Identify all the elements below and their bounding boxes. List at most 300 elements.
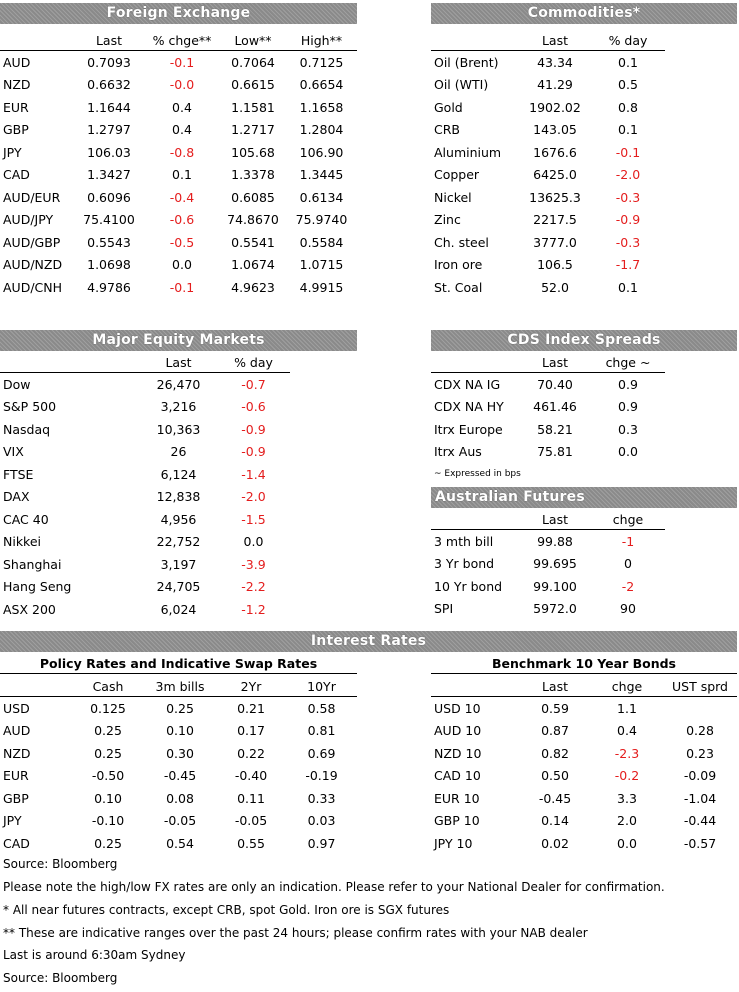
column-header: High** bbox=[286, 30, 357, 51]
row-label: CRB bbox=[434, 122, 460, 138]
table-row bbox=[431, 276, 665, 299]
table-cell: 0.5543 bbox=[87, 234, 131, 250]
column-header: 2Yr bbox=[216, 676, 286, 697]
table-cell: 0.4 bbox=[172, 99, 192, 115]
table-cell: 0.0 bbox=[617, 835, 637, 851]
row-label: AUD 10 bbox=[434, 723, 482, 739]
column-header bbox=[431, 676, 519, 697]
table-cell: 1.1 bbox=[617, 700, 637, 716]
bonds-subtitle: Benchmark 10 Year Bonds bbox=[492, 656, 676, 671]
table-cell: 3,216 bbox=[160, 399, 197, 415]
table-cell: 0.82 bbox=[541, 745, 569, 761]
table-row bbox=[0, 787, 357, 810]
table-cell: 0.0 bbox=[243, 534, 264, 550]
table-cell: 13625.3 bbox=[529, 189, 581, 205]
row-label: Gold bbox=[434, 99, 463, 115]
table-cell: -0.6 bbox=[169, 212, 195, 228]
table-cell: 105.68 bbox=[231, 144, 275, 160]
table-cell: -2 bbox=[621, 578, 635, 594]
fx-title-band: Foreign Exchange bbox=[0, 3, 357, 24]
table-row bbox=[0, 810, 357, 833]
table-cell: 0.28 bbox=[686, 723, 714, 739]
table-cell: 2.0 bbox=[617, 813, 637, 829]
column-header: chge ~ bbox=[591, 352, 665, 373]
table-row bbox=[431, 209, 665, 232]
table-row bbox=[0, 276, 357, 299]
row-label: AUD bbox=[3, 54, 31, 70]
table-cell: 0.1 bbox=[172, 167, 192, 183]
table-row bbox=[0, 508, 290, 531]
table-row bbox=[0, 186, 357, 209]
table-cell: 99.695 bbox=[533, 556, 577, 572]
table-cell: 1.3378 bbox=[231, 167, 275, 183]
table-row bbox=[0, 254, 357, 277]
table-row bbox=[431, 51, 665, 74]
table-cell: -1.2 bbox=[241, 601, 266, 617]
row-label: AUD bbox=[3, 723, 31, 739]
row-label: JPY bbox=[3, 813, 22, 829]
table-cell: -0.8 bbox=[169, 144, 195, 160]
table-cell: 0.3 bbox=[618, 421, 638, 437]
table-cell: 0.30 bbox=[166, 745, 194, 761]
table-row bbox=[431, 441, 665, 464]
row-label: CAC 40 bbox=[3, 511, 49, 527]
row-label: Itrx Europe bbox=[434, 421, 503, 437]
table-row bbox=[431, 720, 737, 743]
table-row bbox=[0, 832, 357, 855]
table-cell: -0.10 bbox=[91, 813, 125, 829]
table-row bbox=[431, 96, 665, 119]
note-futures: * All near futures contracts, except CRB, spot Gold. Iron ore is SGX futures bbox=[3, 903, 450, 917]
table-cell: 99.100 bbox=[533, 578, 577, 594]
header-row bbox=[431, 509, 665, 530]
table-cell: -0.05 bbox=[163, 813, 197, 829]
row-label: Itrx Aus bbox=[434, 444, 482, 460]
table-row bbox=[0, 209, 357, 232]
row-label: GBP bbox=[3, 122, 29, 138]
row-label: USD bbox=[3, 700, 30, 716]
table-cell: -0.4 bbox=[169, 189, 195, 205]
table-cell: 0.5541 bbox=[231, 234, 275, 250]
table-cell: -0.0 bbox=[169, 77, 195, 93]
table-row bbox=[431, 373, 665, 396]
table-cell: 1676.6 bbox=[533, 144, 577, 160]
column-header bbox=[0, 352, 140, 373]
row-label: Iron ore bbox=[434, 257, 483, 273]
row-label: CAD bbox=[3, 167, 30, 183]
column-header bbox=[431, 509, 519, 530]
table-cell: -1.5 bbox=[241, 511, 266, 527]
table-cell: 0.23 bbox=[686, 745, 714, 761]
table-cell: 4.9623 bbox=[231, 279, 275, 295]
table-cell: 0.9 bbox=[618, 399, 638, 415]
table-row bbox=[431, 418, 665, 441]
row-label: CAD 10 bbox=[434, 768, 481, 784]
table-cell: 0.4 bbox=[617, 723, 637, 739]
table-row bbox=[431, 553, 665, 576]
equity-table bbox=[0, 352, 290, 621]
table-cell: 0.69 bbox=[307, 745, 336, 761]
table-cell: -0.1 bbox=[169, 54, 195, 70]
table-cell: 0.5584 bbox=[299, 234, 344, 250]
cds-note: ~ Expressed in bps bbox=[434, 469, 521, 479]
header-row bbox=[431, 30, 665, 51]
bonds-subtitle-rule bbox=[431, 673, 737, 674]
table-cell: -2.0 bbox=[615, 167, 641, 183]
header-row bbox=[0, 30, 357, 51]
table-row bbox=[431, 575, 665, 598]
table-cell: 3,197 bbox=[160, 556, 197, 572]
column-header: Last bbox=[519, 509, 591, 530]
table-row bbox=[431, 787, 737, 810]
table-cell: 0.6134 bbox=[299, 189, 344, 205]
table-cell: 0.5 bbox=[618, 77, 638, 93]
table-cell: 0.6615 bbox=[231, 77, 275, 93]
column-header: % day bbox=[591, 30, 665, 51]
table-row bbox=[431, 164, 665, 187]
table-cell: 99.88 bbox=[537, 533, 573, 549]
table-row bbox=[0, 531, 290, 554]
row-label: JPY 10 bbox=[434, 835, 473, 851]
column-header: % chge** bbox=[144, 30, 220, 51]
table-cell: 1.1658 bbox=[299, 99, 344, 115]
table-cell: 1.2804 bbox=[299, 122, 344, 138]
aus-futures-title-band: Australian Futures bbox=[431, 487, 737, 508]
table-cell: -0.1 bbox=[615, 144, 641, 160]
table-cell: 6,124 bbox=[160, 466, 197, 482]
table-cell: 106.90 bbox=[299, 144, 344, 160]
table-cell: 41.29 bbox=[537, 77, 573, 93]
column-header: Cash bbox=[72, 676, 144, 697]
table-cell: -0.57 bbox=[683, 835, 717, 851]
table-cell: -0.45 bbox=[163, 768, 197, 784]
cds-title-band: CDS Index Spreads bbox=[431, 330, 737, 351]
table-cell: 0.08 bbox=[166, 790, 194, 806]
column-header bbox=[431, 30, 519, 51]
table-row bbox=[0, 697, 357, 720]
table-row bbox=[0, 396, 290, 419]
column-header: % day bbox=[217, 352, 290, 373]
table-cell: 0.25 bbox=[166, 700, 194, 716]
header-row bbox=[431, 352, 665, 373]
table-cell: -0.09 bbox=[683, 768, 717, 784]
table-cell: 0.17 bbox=[237, 723, 265, 739]
table-row bbox=[431, 832, 737, 855]
column-header bbox=[0, 676, 72, 697]
table-row bbox=[431, 74, 665, 97]
column-header: UST sprd bbox=[663, 676, 737, 697]
table-cell: 143.05 bbox=[533, 122, 577, 138]
table-row bbox=[431, 254, 665, 277]
row-label: Oil (WTI) bbox=[434, 77, 489, 93]
table-cell: 0.25 bbox=[94, 745, 122, 761]
table-row bbox=[0, 231, 357, 254]
table-cell: -0.40 bbox=[234, 768, 268, 784]
table-cell: -0.9 bbox=[615, 212, 641, 228]
table-cell: 0.9 bbox=[618, 376, 638, 392]
table-cell: 1.2797 bbox=[87, 122, 131, 138]
column-header bbox=[431, 352, 519, 373]
cds-table bbox=[431, 352, 665, 463]
note-ranges: ** These are indicative ranges over the past 24 hours; please confirm rates with your NAB dealer bbox=[3, 926, 588, 940]
table-cell: 0.6085 bbox=[231, 189, 275, 205]
table-cell: 0.4 bbox=[172, 122, 192, 138]
table-cell: 1.0698 bbox=[87, 257, 131, 273]
row-label: EUR bbox=[3, 768, 29, 784]
table-cell: -0.1 bbox=[169, 279, 195, 295]
table-cell: 0.1 bbox=[618, 54, 638, 70]
row-label: Nasdaq bbox=[3, 421, 51, 437]
table-cell bbox=[663, 697, 737, 720]
table-cell: 0.25 bbox=[94, 723, 122, 739]
row-label: EUR 10 bbox=[434, 790, 480, 806]
table-row bbox=[0, 720, 357, 743]
table-cell: -1.7 bbox=[615, 257, 641, 273]
table-cell: 0.58 bbox=[307, 700, 336, 716]
table-cell: 75.4100 bbox=[83, 212, 135, 228]
row-label: ASX 200 bbox=[3, 601, 56, 617]
row-label: Copper bbox=[434, 167, 480, 183]
row-label: DAX bbox=[3, 489, 30, 505]
row-label: Hang Seng bbox=[3, 579, 72, 595]
row-label: GBP 10 bbox=[434, 813, 480, 829]
column-header: chge bbox=[591, 676, 663, 697]
table-cell: 24,705 bbox=[156, 579, 201, 595]
table-cell: 1.3427 bbox=[87, 167, 131, 183]
row-label: S&P 500 bbox=[3, 399, 57, 415]
table-cell: 1.1581 bbox=[231, 99, 275, 115]
table-row bbox=[0, 418, 290, 441]
note-source-1: Source: Bloomberg bbox=[3, 857, 118, 871]
row-label: St. Coal bbox=[434, 279, 483, 295]
row-label: Aluminium bbox=[434, 144, 502, 160]
row-label: Nickel bbox=[434, 189, 472, 205]
table-cell: 58.21 bbox=[537, 421, 573, 437]
table-cell: -1 bbox=[621, 533, 635, 549]
table-cell: -0.9 bbox=[241, 444, 266, 460]
table-cell: -0.5 bbox=[169, 234, 195, 250]
table-cell: 0.21 bbox=[237, 700, 265, 716]
table-cell: 0.97 bbox=[307, 835, 336, 851]
table-cell: 0.14 bbox=[541, 813, 569, 829]
table-cell: -2.3 bbox=[614, 745, 640, 761]
table-cell: 0.87 bbox=[541, 723, 569, 739]
table-cell: 0 bbox=[624, 556, 632, 572]
table-row bbox=[431, 598, 665, 621]
row-label: NZD bbox=[3, 745, 31, 761]
column-header: Low** bbox=[220, 30, 286, 51]
table-cell: 75.81 bbox=[537, 444, 573, 460]
table-cell: 0.6654 bbox=[299, 77, 344, 93]
row-label: VIX bbox=[3, 444, 24, 460]
table-row bbox=[431, 186, 665, 209]
table-cell: 0.0 bbox=[618, 444, 638, 460]
row-label: 10 Yr bond bbox=[434, 578, 503, 594]
table-cell: 0.10 bbox=[166, 723, 194, 739]
note-source-2: Source: Bloomberg bbox=[3, 971, 118, 985]
table-cell: -2.0 bbox=[241, 489, 266, 505]
table-row bbox=[0, 553, 290, 576]
table-row bbox=[431, 742, 737, 765]
note-fx-disclaimer: Please note the high/low FX rates are only an indication. Please refer to your National Dealer for confirmation. bbox=[3, 880, 665, 894]
table-cell: 1902.02 bbox=[529, 99, 581, 115]
table-row bbox=[431, 530, 665, 553]
row-label: AUD/EUR bbox=[3, 189, 61, 205]
table-cell: 1.1644 bbox=[87, 99, 131, 115]
table-row bbox=[0, 141, 357, 164]
table-cell: 1.3445 bbox=[299, 167, 344, 183]
table-cell: 0.55 bbox=[237, 835, 265, 851]
aus-futures-table bbox=[431, 509, 665, 620]
row-label: NZD bbox=[3, 77, 31, 93]
table-cell: 0.8 bbox=[618, 99, 638, 115]
policy-subtitle-rule bbox=[0, 673, 357, 674]
column-header: 10Yr bbox=[286, 676, 357, 697]
row-label: CAD bbox=[3, 835, 30, 851]
table-cell: -0.50 bbox=[91, 768, 125, 784]
fx-table bbox=[0, 30, 357, 299]
policy-rates-subtitle: Policy Rates and Indicative Swap Rates bbox=[39, 656, 318, 671]
table-cell: 106.03 bbox=[87, 144, 131, 160]
table-cell: 0.02 bbox=[541, 835, 569, 851]
commodities-table bbox=[431, 30, 665, 299]
table-cell: 2217.5 bbox=[533, 212, 577, 228]
table-cell: 4,956 bbox=[160, 511, 197, 527]
table-cell: 0.03 bbox=[307, 813, 336, 829]
table-cell: 0.50 bbox=[541, 768, 569, 784]
table-cell: 43.34 bbox=[537, 54, 573, 70]
column-header: Last bbox=[74, 30, 144, 51]
row-label: Nikkei bbox=[3, 534, 42, 550]
table-cell: 106.5 bbox=[537, 257, 573, 273]
row-label: Oil (Brent) bbox=[434, 54, 499, 70]
table-cell: 26 bbox=[170, 444, 187, 460]
table-row bbox=[431, 396, 665, 419]
row-label: JPY bbox=[3, 144, 22, 160]
row-label: SPI bbox=[434, 601, 454, 617]
table-cell: 3777.0 bbox=[533, 234, 577, 250]
table-cell: 4.9786 bbox=[87, 279, 131, 295]
bonds-table bbox=[431, 676, 737, 855]
column-header: Last bbox=[519, 352, 591, 373]
table-row bbox=[0, 765, 357, 788]
table-row bbox=[0, 441, 290, 464]
table-cell: 0.54 bbox=[166, 835, 194, 851]
table-cell: 0.81 bbox=[307, 723, 336, 739]
table-cell: 0.6096 bbox=[87, 189, 131, 205]
table-cell: 0.11 bbox=[237, 790, 265, 806]
table-cell: 1.0674 bbox=[231, 257, 275, 273]
table-cell: 0.22 bbox=[237, 745, 265, 761]
header-row bbox=[0, 676, 357, 697]
row-label: AUD/CNH bbox=[3, 279, 63, 295]
table-cell: -2.2 bbox=[241, 579, 266, 595]
table-row bbox=[431, 141, 665, 164]
table-cell: 5972.0 bbox=[533, 601, 577, 617]
row-label: AUD/JPY bbox=[3, 212, 54, 228]
table-cell: 0.1 bbox=[618, 279, 638, 295]
column-header: Last bbox=[140, 352, 217, 373]
table-cell: 0.59 bbox=[541, 700, 569, 716]
table-cell: 22,752 bbox=[156, 534, 201, 550]
table-cell: 0.7064 bbox=[231, 54, 275, 70]
table-row bbox=[0, 486, 290, 509]
table-cell: -3.9 bbox=[241, 556, 266, 572]
table-cell: 75.9740 bbox=[295, 212, 348, 228]
row-label: GBP bbox=[3, 790, 29, 806]
row-label: FTSE bbox=[3, 466, 34, 482]
table-cell: -1.4 bbox=[241, 466, 266, 482]
table-cell: 90 bbox=[620, 601, 636, 617]
interest-rates-title-band: Interest Rates bbox=[0, 631, 737, 652]
table-cell: 70.40 bbox=[537, 376, 573, 392]
table-row bbox=[0, 463, 290, 486]
table-cell: -0.9 bbox=[241, 421, 266, 437]
row-label: 3 Yr bond bbox=[434, 556, 495, 572]
table-cell: 0.0 bbox=[172, 257, 192, 273]
table-row bbox=[431, 119, 665, 142]
row-label: AUD/GBP bbox=[3, 234, 61, 250]
table-cell: 0.7125 bbox=[299, 54, 344, 70]
header-row bbox=[431, 676, 737, 697]
table-cell: 12,838 bbox=[156, 489, 201, 505]
table-cell: 0.1 bbox=[618, 122, 638, 138]
row-label: 3 mth bill bbox=[434, 533, 494, 549]
commodities-title-band: Commodities* bbox=[431, 3, 737, 24]
table-cell: -0.6 bbox=[241, 399, 266, 415]
column-header: Last bbox=[519, 676, 591, 697]
table-cell: 0.33 bbox=[307, 790, 336, 806]
table-cell: 0.25 bbox=[94, 835, 122, 851]
row-label: Ch. steel bbox=[434, 234, 489, 250]
table-row bbox=[0, 119, 357, 142]
column-header bbox=[0, 30, 74, 51]
policy-rates-table bbox=[0, 676, 357, 855]
row-label: AUD/NZD bbox=[3, 257, 63, 273]
table-cell: -0.3 bbox=[615, 189, 641, 205]
row-label: CDX NA IG bbox=[434, 376, 501, 392]
row-label: Dow bbox=[3, 376, 31, 392]
column-header: Last bbox=[519, 30, 591, 51]
table-row bbox=[431, 810, 737, 833]
table-row bbox=[0, 373, 290, 396]
table-cell: 3.3 bbox=[617, 790, 637, 806]
table-cell: 0.7093 bbox=[87, 54, 131, 70]
table-cell: 10,363 bbox=[156, 421, 201, 437]
table-cell: -0.3 bbox=[615, 234, 641, 250]
table-cell: -0.19 bbox=[305, 768, 338, 784]
column-header: chge bbox=[591, 509, 665, 530]
table-row bbox=[0, 51, 357, 74]
table-row bbox=[0, 598, 290, 621]
table-row bbox=[431, 697, 737, 720]
column-header: 3m bills bbox=[144, 676, 216, 697]
table-cell: 0.125 bbox=[90, 700, 126, 716]
table-row bbox=[431, 765, 737, 788]
table-cell: 461.46 bbox=[533, 399, 577, 415]
table-cell: -0.7 bbox=[241, 376, 266, 392]
note-timing: Last is around 6:30am Sydney bbox=[3, 948, 186, 962]
row-label: Zinc bbox=[434, 212, 461, 228]
table-cell: 1.2717 bbox=[231, 122, 275, 138]
table-cell: -0.45 bbox=[538, 790, 572, 806]
header-row bbox=[0, 352, 290, 373]
row-label: CDX NA HY bbox=[434, 399, 504, 415]
table-cell: 4.9915 bbox=[299, 279, 344, 295]
row-label: EUR bbox=[3, 99, 29, 115]
table-cell: 6425.0 bbox=[533, 167, 577, 183]
table-cell: -0.05 bbox=[234, 813, 268, 829]
